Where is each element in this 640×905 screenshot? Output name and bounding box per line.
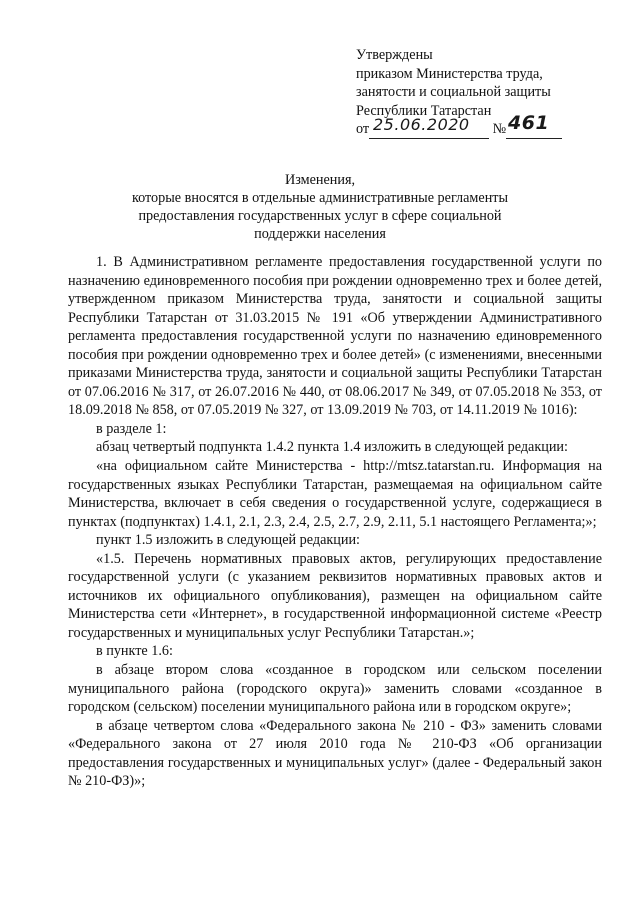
paragraph-item-1-5: пункт 1.5 изложить в следующей редакции: — [96, 532, 360, 549]
approval-date-line — [356, 112, 596, 139]
title-line-3: предоставления государственных услуг в сфере социальной — [138, 208, 502, 224]
approval-line-2: приказом Министерства труда, — [356, 65, 543, 82]
paragraph-abzac-1-4-2: абзац четвертый подпункта 1.4.2 пункта 1.4 изложить в следующей редакции: — [96, 439, 568, 456]
approval-line-4: Республики Татарстан — [356, 102, 492, 119]
handwritten-date: 25.06.2020 — [373, 115, 470, 134]
paragraph-item-1: 1. В Административном регламенте предоставления государственной услуги по назначению единовременного пособия при рождении одновременно трех и более детей, утвержденном приказом Министерства труда, занятости и социальной защиты Республики Татарстан от 31.03.2015 № 191 «Об утверждении Административного регламента предоставления государственной услуги по назначению единовременного пособия при рождении одновременно трех и более детей» (с изменениями, внесенными приказами Министерства труда, занятости и социальной защиты Республики Татарстан от 07.06.2016 № 317, от 26.07.2016 № 440, от 08.06.2017 № 349, от 07.05.2018 № 353, от 18.09.2018 № 858, от 07.05.2019 № 327, от 13.09.2019 № 703, от 14.11.2019 № 1016): — [68, 254, 602, 419]
approval-line-1: Утверждены — [356, 47, 433, 63]
title-line-1: Изменения, — [284, 172, 356, 188]
title-line-4: поддержки населения — [254, 226, 386, 242]
title-line-2: которые вносятся в отдельные административные регламенты — [131, 190, 509, 206]
handwritten-number: 461 — [508, 112, 550, 134]
paragraph-section-1: в разделе 1: — [96, 420, 167, 437]
paragraph-quote-1-5: «1.5. Перечень нормативных правовых актов, регулирующих предоставление государственной услуги (с указанием реквизитов нормативных правовых актов и источников их официального опубликования), размещен на официальном сайте Министерства сети «Интернет», в государственной информационной системе «Реестр государственных и муниципальных услуг Республики Татарстан.»; — [68, 550, 602, 641]
paragraph-item-1-6: в пункте 1.6: — [96, 643, 173, 660]
document-body — [68, 253, 602, 791]
approval-line-3: занятости и социальной защиты — [356, 84, 551, 100]
approval-block — [356, 46, 596, 139]
date-prefix: от — [356, 121, 370, 137]
paragraph-abzac-4: в абзаце четвертом слова «Федерального закона № 210 - ФЗ» заменить словами «Федерального закона от 27 июля 2010 года № 210-ФЗ «Об организации предоставления государственных и муниципальных услуг» (далее - Федеральный закон № 210-ФЗ)»; — [68, 717, 602, 790]
paragraph-quote-website: «на официальном сайте Министерства - http://mtsz.tatarstan.ru. Информация на государственных языках Республики Татарстан, размещаемая на официальном сайте Министерства, включает в себя сведения о государственной услуге, содержащиеся в пунктах (подпунктах) 1.4.1, 2.1, 2.3, 2.4, 2.5, 2.7, 2.9, 2.11, 5.1 настоящего Регламента;»; — [68, 458, 602, 530]
number-sign: № — [492, 121, 507, 137]
paragraph-abzac-2: в абзаце втором слова «созданное в городском или сельском поселении муниципального района (городского округа)» заменить словами «созданное в городском (сельском) поселении муниципального района или в городском округе»; — [68, 662, 602, 716]
